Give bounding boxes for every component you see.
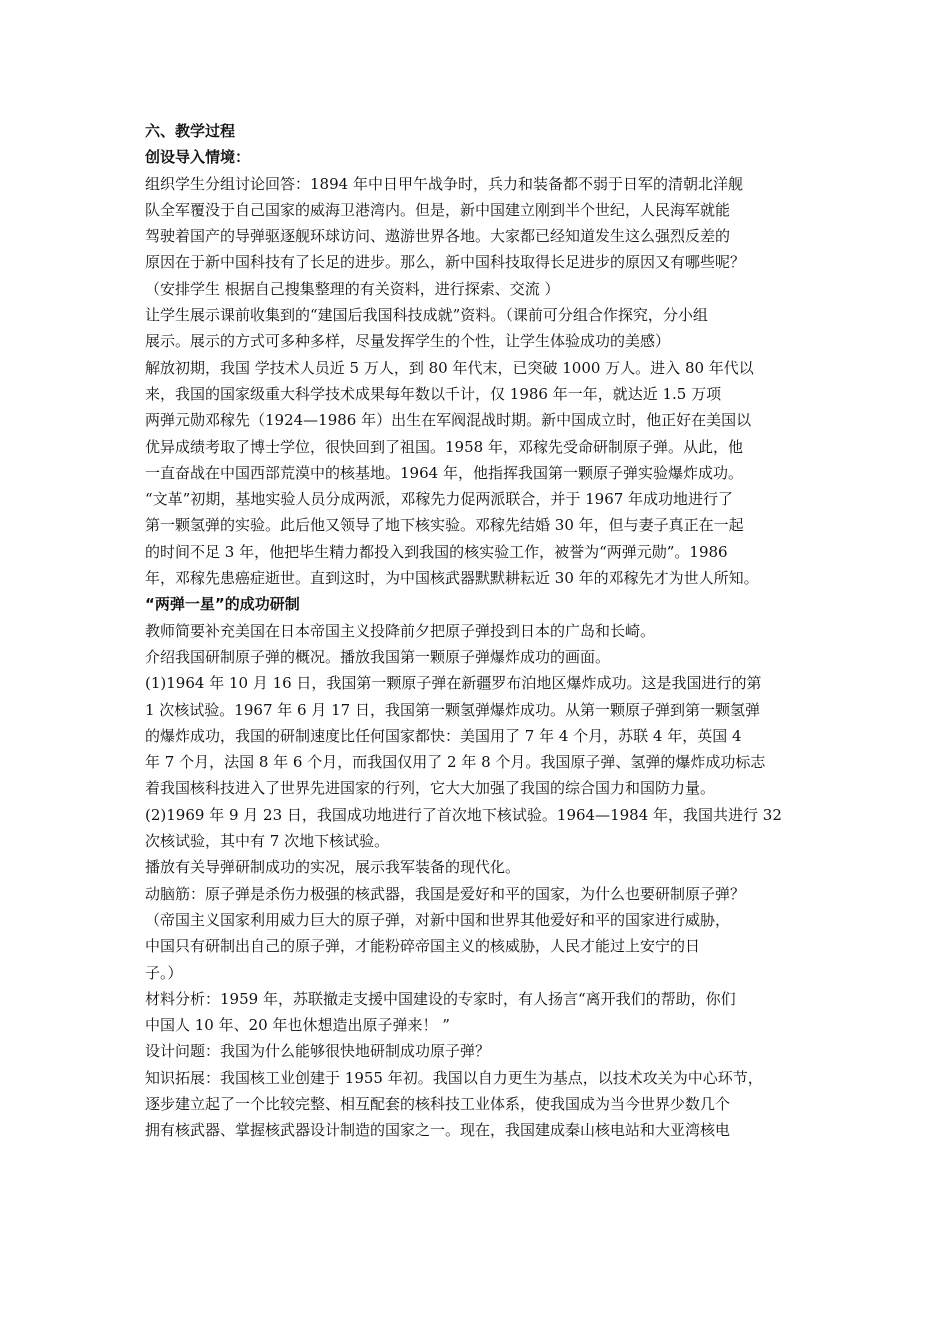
- text-line: 解放初期，我国 学技术人员近 5 万人，到 80 年代末，已突破 1000 万人。进入 80 年代以: [145, 358, 754, 377]
- text-line: “文革”初期，基地实验人员分成两派，邓稼先力促两派联合，并于 1967 年成功地进行了: [145, 490, 734, 509]
- text-line: 次核试验，其中有 7 次地下核试验。: [145, 832, 390, 851]
- text-line: 年，邓稼先患癌症逝世。直到这时，为中国核武器默默耕耘近 30 年的邓稼先才为世人所知。: [145, 569, 759, 588]
- text-line: 两弹元勋邓稼先（1924—1986 年）出生在军阀混战时期。新中国成立时，他正好在美国以: [145, 411, 752, 430]
- text-line: 拥有核武器、掌握核武器设计制造的国家之一。现在，我国建成秦山核电站和大亚湾核电: [145, 1121, 731, 1140]
- text-line: 驾驶着国产的导弹驱逐舰环球访问、遨游世界各地。大家都已经知道发生这么强烈反差的: [145, 227, 731, 246]
- text-line: 年 7 个月，法国 8 年 6 个月，而我国仅用了 2 年 8 个月。我国原子弹、氢弹的爆炸成功标志: [145, 753, 766, 772]
- text-line: 逐步建立起了一个比较完整、相互配套的核科技工业体系，使我国成为当今世界少数几个: [145, 1094, 731, 1113]
- text-line: 介绍我国研制原子弹的概况。播放我国第一颗原子弹爆炸成功的画面。: [145, 647, 611, 666]
- text-line: 动脑筋：原子弹是杀伤力极强的核武器，我国是爱好和平的国家，为什么也要研制原子弹？: [145, 884, 746, 903]
- text-line: 中国人 10 年、20 年也休想造出原子弹来！ ”: [145, 1016, 450, 1035]
- section-heading: “两弹一星”的成功研制: [145, 595, 300, 614]
- text-line: 来，我国的国家级重大科学技术成果每年数以千计，仅 1986 年一年，就达近 1.5 万项: [145, 384, 722, 403]
- text-line: 播放有关导弹研制成功的实况，展示我军装备的现代化。: [145, 858, 521, 877]
- text-line: 1 次核试验。1967 年 6 月 17 日，我国第一颗氢弹爆炸成功。从第一颗原子弹到第一颗氢弹: [145, 700, 760, 719]
- text-line: 的爆炸成功，我国的研制速度比任何国家都快：美国用了 7 年 4 个月，苏联 4 年，英国 4: [145, 726, 742, 745]
- text-line: （安排学生 根据自己搜集整理的有关资料，进行探索、交流 ）: [145, 279, 560, 298]
- text-line: 第一颗氢弹的实验。此后他又领导了地下核实验。邓稼先结婚 30 年，但与妻子真正在一起: [145, 516, 744, 535]
- text-line: 一直奋战在中国西部荒漠中的核基地。1964 年，他指挥我国第一颗原子弹实验爆炸成功。: [145, 463, 743, 482]
- text-line: 子。）: [145, 963, 183, 982]
- text-line: 材料分析：1959 年，苏联撤走支援中国建设的专家时，有人扬言“离开我们的帮助，你们: [145, 989, 736, 1008]
- section-heading: 创设导入情境：: [145, 148, 251, 167]
- text-line: 教师简要补充美国在日本帝国主义投降前夕把原子弹投到日本的广岛和长崎。: [145, 621, 656, 640]
- text-line: (1)1964 年 10 月 16 日，我国第一颗原子弹在新疆罗布泊地区爆炸成功。这是我国进行的第: [145, 674, 762, 693]
- text-line: 展示。展示的方式可多种多样，尽量发挥学生的个性，让学生体验成功的美感）: [145, 332, 671, 351]
- text-line: 设计问题：我国为什么能够很快地研制成功原子弹？: [145, 1042, 491, 1061]
- text-line: 组织学生分组讨论回答：1894 年中日甲午战争时，兵力和装备都不弱于日军的清朝北洋舰: [145, 174, 743, 193]
- text-line: 让学生展示课前收集到的“建国后我国科技成就”资料。（课前可分组合作探究，分小组: [145, 306, 708, 325]
- text-line: 着我国核科技进入了世界先进国家的行列，它大大加强了我国的综合国力和国防力量。: [145, 779, 716, 798]
- text-line: 的时间不足 3 年，他把毕生精力都投入到我国的核实验工作，被誉为“两弹元勋”。1986: [145, 542, 728, 561]
- document-page: [145, 118, 825, 1144]
- section-heading: 六、教学过程: [145, 122, 236, 140]
- text-line: 优异成绩考取了博士学位，很快回到了祖国。1958 年，邓稼先受命研制原子弹。从此，他: [145, 437, 743, 456]
- text-line: 原因在于新中国科技有了长足的进步。那么，新中国科技取得长足进步的原因又有哪些呢？: [145, 253, 746, 272]
- text-line: (2)1969 年 9 月 23 日，我国成功地进行了首次地下核试验。1964—1984 年，我国共进行 32: [145, 805, 782, 824]
- text-line: （帝国主义国家利用威力巨大的原子弹，对新中国和世界其他爱好和平的国家进行威胁，: [145, 910, 731, 929]
- text-line: 中国只有研制出自己的原子弹，才能粉碎帝国主义的核威胁，人民才能过上安宁的日: [145, 937, 701, 956]
- text-line: 队全军覆没于自己国家的威海卫港湾内。但是，新中国建立刚到半个世纪，人民海军就能: [145, 200, 731, 219]
- text-line: 知识拓展：我国核工业创建于 1955 年初。我国以自力更生为基点，以技术攻关为中心环节，: [145, 1068, 763, 1087]
